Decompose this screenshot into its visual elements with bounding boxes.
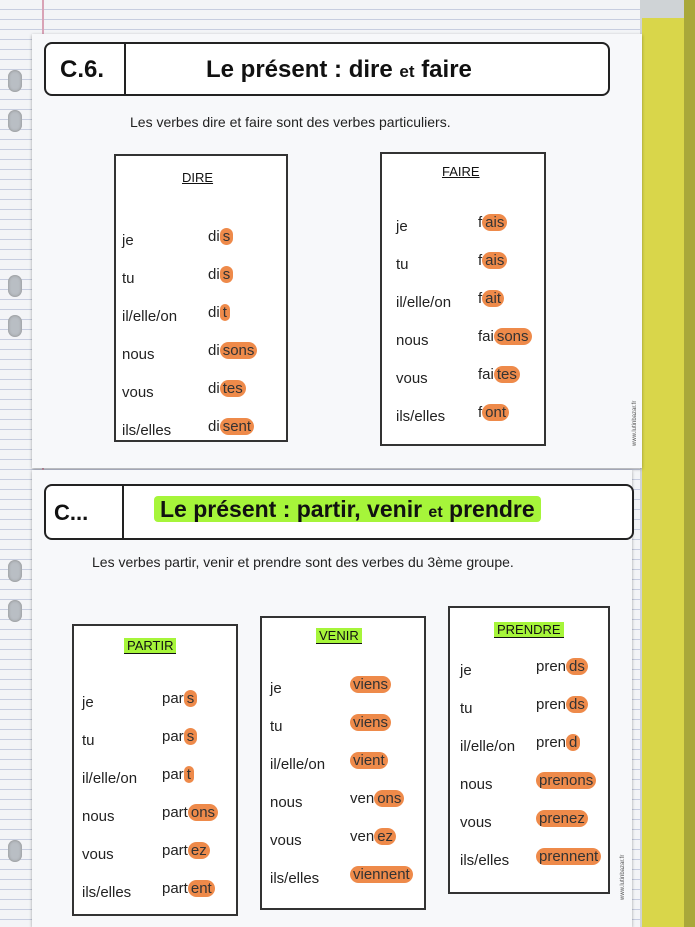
pronoun: il/elle/on <box>396 294 452 311</box>
verb-form <box>536 658 588 675</box>
binder-hole <box>8 110 22 132</box>
binder-hole <box>8 315 22 337</box>
verb-stem: di <box>208 304 220 321</box>
pronoun: vous <box>270 832 302 849</box>
verb-form <box>162 842 210 859</box>
verb-stem: par <box>162 766 184 783</box>
verb-form <box>478 328 532 345</box>
pronoun: tu <box>122 270 135 287</box>
table-header: PRENDRE <box>494 622 564 638</box>
title-main: Le présent : partir, venir <box>160 496 423 522</box>
verb-ending-highlight: ez <box>188 842 210 859</box>
verb-ending-highlight: ds <box>566 658 588 675</box>
pronoun: je <box>122 232 134 249</box>
verb-form <box>478 252 507 269</box>
verb-stem: fai <box>478 366 494 383</box>
table-header: FAIRE <box>442 164 480 179</box>
lesson-number: C... <box>54 500 89 525</box>
verb-form <box>350 714 391 731</box>
verb-ending-highlight: s <box>184 728 198 745</box>
verb-form <box>536 734 580 751</box>
verb-form <box>208 266 233 283</box>
credit-text: www.lutinbazar.fr <box>620 854 626 900</box>
verb-ending-highlight: t <box>184 766 194 783</box>
verb-form <box>536 810 588 827</box>
verb-form <box>208 380 246 397</box>
verb-form <box>162 690 197 707</box>
pronoun: tu <box>396 256 409 273</box>
verb-ending-highlight: s <box>184 690 198 707</box>
verb-stem: f <box>478 290 483 307</box>
verb-stem: pren <box>536 696 567 713</box>
verb-stem: pren <box>536 658 567 675</box>
page-title <box>206 56 472 84</box>
verb-form <box>536 772 596 789</box>
verb-ending-highlight: prennent <box>536 848 601 865</box>
verb-ending-highlight: viennent <box>350 866 413 883</box>
verb-stem: par <box>162 690 184 707</box>
verb-ending-highlight: ais <box>482 252 507 269</box>
pronoun: tu <box>82 732 95 749</box>
verb-form <box>162 804 218 821</box>
pronoun: nous <box>270 794 303 811</box>
pronoun: nous <box>396 332 429 349</box>
verb-stem: fai <box>478 328 494 345</box>
intro-text: Les verbes dire et faire sont des verbes particuliers. <box>130 114 451 130</box>
pronoun: tu <box>460 700 473 717</box>
verb-stem: f <box>478 214 483 231</box>
title-bar <box>44 484 634 540</box>
table-header: VENIR <box>316 628 362 644</box>
title-end: prendre <box>449 496 535 522</box>
verb-ending-highlight: viens <box>350 676 391 693</box>
verb-form <box>350 828 396 845</box>
verb-form <box>162 880 215 897</box>
verb-ending-highlight: s <box>220 266 234 283</box>
verb-form <box>350 790 404 807</box>
title-bar <box>44 42 610 96</box>
title-small: et <box>399 62 415 81</box>
verb-ending-highlight: tes <box>494 366 520 383</box>
pronoun: nous <box>460 776 493 793</box>
title-highlight <box>154 496 541 522</box>
verb-form <box>162 728 197 745</box>
title-end: faire <box>421 56 472 83</box>
verb-ending-highlight: tes <box>220 380 246 397</box>
intro-text: Les verbes partir, venir et prendre sont des verbes du 3ème groupe. <box>92 554 514 570</box>
verb-stem: f <box>478 252 483 269</box>
verb-ending-highlight: sent <box>220 418 254 435</box>
pronoun: je <box>460 662 472 679</box>
title-small: et <box>428 504 443 521</box>
verb-form <box>536 848 601 865</box>
pronoun: il/elle/on <box>270 756 326 773</box>
pronoun: tu <box>270 718 283 735</box>
verb-stem: di <box>208 418 220 435</box>
verb-ending-highlight: vient <box>350 752 388 769</box>
pronoun: ils/elles <box>82 884 132 901</box>
credit-text: www.lutinbazar.fr <box>632 400 638 446</box>
verb-form <box>478 290 504 307</box>
pronoun: vous <box>460 814 492 831</box>
verb-ending-highlight: ait <box>482 290 504 307</box>
verb-ending-highlight: viens <box>350 714 391 731</box>
verb-stem: di <box>208 228 220 245</box>
verb-stem: ven <box>350 790 375 807</box>
pronoun: ils/elles <box>122 422 172 439</box>
table-header: DIRE <box>182 170 214 185</box>
verb-stem: ven <box>350 828 375 845</box>
table-faire <box>380 152 546 446</box>
table-venir <box>260 616 426 910</box>
verb-stem: par <box>162 728 184 745</box>
pronoun: vous <box>82 846 114 863</box>
table-prendre <box>448 606 610 894</box>
lesson-number-box <box>46 44 126 94</box>
verb-stem: f <box>478 404 483 421</box>
pronoun: je <box>270 680 282 697</box>
page-title <box>154 496 541 523</box>
verb-form <box>350 676 391 693</box>
verb-form <box>350 752 388 769</box>
verb-stem: part <box>162 880 188 897</box>
verb-ending-highlight: ez <box>374 828 396 845</box>
worksheet-partir-venir-prendre <box>32 470 632 927</box>
pronoun: nous <box>122 346 155 363</box>
verb-ending-highlight: s <box>220 228 234 245</box>
verb-form <box>478 214 507 231</box>
verb-stem: di <box>208 342 220 359</box>
verb-form <box>162 766 194 783</box>
binder-hole <box>8 70 22 92</box>
pronoun: nous <box>82 808 115 825</box>
lesson-number-box <box>46 486 124 538</box>
verb-ending-highlight: ent <box>188 880 215 897</box>
verb-stem: pren <box>536 734 567 751</box>
verb-form <box>208 304 230 321</box>
verb-form <box>478 404 509 421</box>
table-partir <box>72 624 238 916</box>
worksheet-dire-faire <box>32 34 642 468</box>
title-main: Le présent : dire <box>206 56 393 83</box>
pronoun: ils/elles <box>460 852 510 869</box>
verb-stem: part <box>162 842 188 859</box>
binder-hole <box>8 840 22 862</box>
verb-ending-highlight: ds <box>566 696 588 713</box>
yellow-folder-edge <box>684 0 695 927</box>
binder-hole <box>8 275 22 297</box>
lesson-number: C.6. <box>60 56 105 83</box>
verb-ending-highlight: ons <box>374 790 404 807</box>
pronoun: vous <box>396 370 428 387</box>
verb-ending-highlight: prenons <box>536 772 596 789</box>
verb-ending-highlight: sons <box>494 328 532 345</box>
verb-ending-highlight: sons <box>220 342 258 359</box>
verb-ending-highlight: ais <box>482 214 507 231</box>
pronoun: je <box>396 218 408 235</box>
verb-ending-highlight: ons <box>188 804 218 821</box>
verb-stem: part <box>162 804 188 821</box>
table-dire <box>114 154 288 442</box>
verb-form <box>478 366 520 383</box>
table-header: PARTIR <box>124 638 176 654</box>
binder-hole <box>8 600 22 622</box>
verb-form <box>536 696 588 713</box>
verb-ending-highlight: ont <box>482 404 509 421</box>
pronoun: ils/elles <box>270 870 320 887</box>
verb-ending-highlight: prenez <box>536 810 588 827</box>
pronoun: il/elle/on <box>82 770 138 787</box>
verb-ending-highlight: t <box>220 304 230 321</box>
verb-ending-highlight: d <box>566 734 580 751</box>
pronoun: je <box>82 694 94 711</box>
pronoun: vous <box>122 384 154 401</box>
pronoun: il/elle/on <box>122 308 178 325</box>
verb-stem: di <box>208 266 220 283</box>
pronoun: ils/elles <box>396 408 446 425</box>
pronoun: il/elle/on <box>460 738 516 755</box>
verb-form <box>208 342 257 359</box>
verb-stem: di <box>208 380 220 397</box>
binder-hole <box>8 560 22 582</box>
verb-form <box>350 866 413 883</box>
verb-form <box>208 228 233 245</box>
verb-form <box>208 418 254 435</box>
